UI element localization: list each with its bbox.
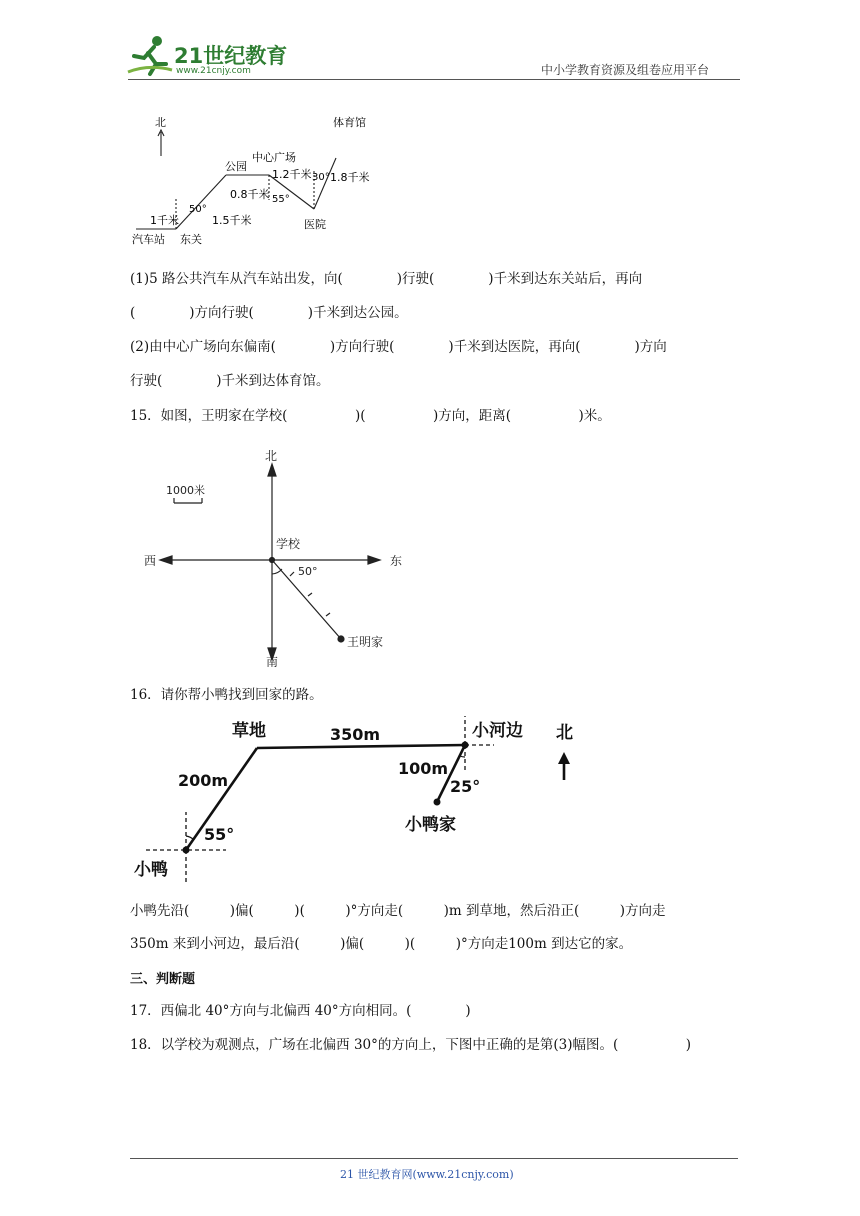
map1-distance-5: 1.8千米: [330, 171, 370, 184]
q17-text: 17．西偏北 40°方向与北偏西 40°方向相同。( ): [130, 1003, 471, 1019]
q14-line-4: 行驶( )千米到达体育馆。: [130, 373, 330, 389]
map1-angle-55: 55°: [272, 194, 290, 205]
q18-text: 18．以学校为观测点，广场在北偏西 30°的方向上，下图中正确的是第(3)幅图。( ): [130, 1037, 692, 1053]
river-label: 小河边: [472, 721, 523, 741]
map1-gym-label: 体育馆: [333, 116, 366, 129]
q14-line-1: (1)5 路公共汽车从汽车站出发，向( )行驶( )千米到达东关站后，再向: [130, 271, 643, 287]
map1-center-square-label: 中心广场: [252, 151, 296, 164]
school-label: 学校: [276, 537, 301, 551]
route-map-figure: [128, 108, 388, 250]
distance-350m: 350m: [330, 725, 381, 744]
footer-divider: [130, 1158, 738, 1159]
compass-north-label: 北: [265, 449, 278, 463]
logo-url: www.21cnjy.com: [176, 66, 251, 76]
distance-100m: 100m: [398, 759, 449, 778]
scale-label: 1000米: [166, 484, 205, 497]
footer-link[interactable]: 21 世纪教育网(www.21cnjy.com): [340, 1168, 514, 1181]
q14-line-2: ( )方向行驶( )千米到达公园。: [130, 305, 408, 321]
map1-distance-1: 1千米: [150, 214, 179, 227]
q14-line-3: (2)由中心广场向东偏南( )方向行驶( )千米到达医院，再向( )方向: [130, 339, 667, 355]
header-divider: [128, 79, 740, 80]
map1-dongguan-label: 东关: [180, 233, 202, 246]
map1-distance-2: 1.5千米: [212, 214, 252, 227]
distance-200m: 200m: [178, 771, 229, 790]
compass-figure: [140, 444, 420, 670]
duck-home-label: 小鸭家: [405, 815, 456, 835]
compass-west-label: 西: [144, 554, 157, 568]
map1-distance-4: 1.2千米: [272, 168, 312, 181]
site-logo: [124, 34, 294, 78]
map1-hospital-label: 医院: [304, 218, 326, 231]
logo-text: 21世纪教育: [174, 44, 288, 68]
map1-north-label: 北: [155, 116, 166, 129]
runner-logo-icon: [124, 34, 174, 78]
compass-east-label: 东: [390, 554, 403, 568]
map1-park-label: 公园: [225, 160, 247, 173]
section-title: 三、判断题: [130, 972, 196, 987]
q15-text: 15．如图，王明家在学校( )( )方向，距离( )米。: [130, 408, 611, 424]
q16-line-1: 小鸭先沿( )偏( )( )°方向走( )m 到草地，然后沿正( )方向走: [130, 903, 666, 919]
angle-25: 25°: [450, 777, 481, 796]
site-tagline: 中小学教育资源及组卷应用平台: [541, 63, 710, 77]
q16-line-2: 350m 来到小河边，最后沿( )偏( )( )°方向走100m 到达它的家。: [130, 936, 633, 952]
compass-south-label: 南: [266, 655, 279, 669]
q16-text: 16．请你帮小鸭找到回家的路。: [130, 687, 323, 703]
grass-label: 草地: [232, 721, 266, 741]
map1-angle-30: 30°: [312, 172, 330, 183]
duck-label: 小鸭: [134, 860, 168, 880]
map1-bus-station-label: 汽车站: [132, 233, 165, 246]
angle-55: 55°: [204, 825, 235, 844]
map1-angle-50: 50°: [189, 204, 207, 215]
map1-distance-3: 0.8千米: [230, 188, 270, 201]
wangming-home-label: 王明家: [347, 635, 384, 649]
duck-north-label: 北: [556, 723, 573, 743]
compass-angle-label: 50°: [298, 565, 318, 578]
duck-route-figure: [132, 712, 602, 884]
